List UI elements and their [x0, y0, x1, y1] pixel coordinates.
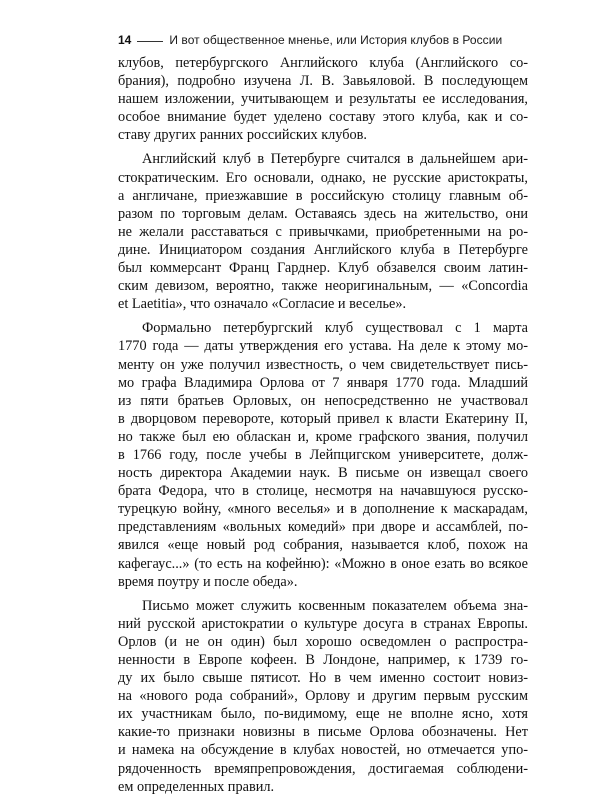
text-line: рядоченность времяпрепровождения, достигаемая соблюдени- — [118, 760, 528, 777]
text-line: ставу других ранних российских клубов. — [118, 127, 367, 144]
text-line: особое внимание будет уделено составу этого клуба, как и со- — [118, 109, 528, 126]
text-line: турецкую войну, «много веселья» и в дополнение к маскарадам, — [118, 501, 528, 518]
text-line: ний русской аристократии о культуре досуга в странах Европы. — [118, 615, 528, 632]
text-line: разом по торговым делам. Оставаясь здесь на жительство, они — [118, 205, 528, 222]
text-line: из пяти братьев Орловых, он непосредственно не участвовал — [118, 392, 528, 409]
text-line: брания), подробно изучена Л. В. Завьяловой. В последующем — [118, 73, 528, 90]
text-line: их участникам было, по-видимому, еще не вполне ясно, хотя — [118, 706, 528, 723]
text-line: в 1766 году, после учебы в Лейпцигском университете, долж- — [118, 446, 528, 463]
text-line: на «нового рода собраний», Орлову и другим первым русским — [118, 688, 528, 705]
text-line: ем определенных правил. — [118, 778, 275, 795]
text-line: нашем изложении, учитывающем и результаты ее исследования, — [118, 91, 528, 108]
running-head — [118, 30, 528, 50]
text-line: но также был ею обласкан и, кроме графского звания, получил — [118, 428, 528, 445]
text-line: ду их было свыше пятисот. Но в чем именно состоит новиз- — [118, 670, 528, 687]
text-line: Письмо может служить косвенным показателем объема зна- — [142, 597, 528, 614]
text-line: какие-то признаки новизны в письме Орлова обозначены. Нет — [118, 724, 528, 741]
paragraph — [118, 54, 528, 144]
text-line: 1770 года — даты утверждения его устава. На деле к этому мо- — [118, 338, 528, 355]
text-line: мо графа Владимира Орлова от 7 января 1770 года. Младший — [118, 374, 528, 391]
header-rule — [137, 41, 163, 42]
body-text — [118, 54, 528, 796]
text-line: ность директора Академии наук. В письме он извещал своего — [118, 465, 528, 482]
text-line: и намека на обсуждение в клубах новостей, но отмечается упо- — [118, 742, 528, 759]
text-line: представлениям «вольных комедий» при дворе и ассамблей, по- — [118, 519, 528, 536]
text-line: дине. Инициатором создания Английского клуба в Петербурге — [118, 241, 528, 258]
text-line: Орлов (и не он один) был хорошо осведомлен о распростра- — [118, 633, 528, 650]
text-line: а англичане, приезжавшие в российскую столицу главным об- — [118, 187, 528, 204]
text-line: явился «еще новый род собрания, называется клоб, похож на — [118, 537, 528, 554]
running-title: И вот общественное мненье, или История клубов в России — [169, 33, 503, 47]
text-line: был коммерсант Франц Гарднер. Клуб обзавелся своим латин- — [118, 260, 528, 277]
paragraph — [118, 150, 528, 313]
text-line: кафегаус...» (то есть на кофейню): «Можно в оное езать во всякое — [118, 555, 528, 572]
text-line: менту он уже получил известность, о чем свидетельствует пись- — [118, 356, 528, 373]
text-line: Английский клуб в Петербурге считался в дальнейшем ари- — [142, 151, 528, 168]
text-line: брата Федора, что в столице, несмотря на начавшуюся русско- — [118, 483, 528, 500]
text-line: клубов, петербургского Английского клуба (Английского со- — [118, 55, 528, 71]
text-line: не желали расставаться с привычками, приобретенными на ро- — [118, 223, 528, 240]
text-line: Формально петербургский клуб существовал с 1 марта — [142, 320, 528, 337]
paragraph — [118, 597, 528, 796]
text-line: ским девизом, вероятно, также неоригинальным, — «Concordia — [118, 278, 528, 295]
page-number: 14 — [118, 33, 132, 47]
text-line: стократическим. Его основали, однако, не русские аристократы, — [118, 169, 528, 186]
text-line: время поутру и после обеда». — [118, 573, 298, 590]
text-line: в дворцовом перевороте, который привел к власти Екатерину II, — [118, 410, 528, 427]
text-line: ненности в Европе кофеен. В Лондоне, например, к 1739 го- — [118, 652, 528, 668]
paragraph — [118, 319, 528, 590]
text-line: et Laetitia», что означало «Согласие и веселье». — [118, 296, 407, 313]
